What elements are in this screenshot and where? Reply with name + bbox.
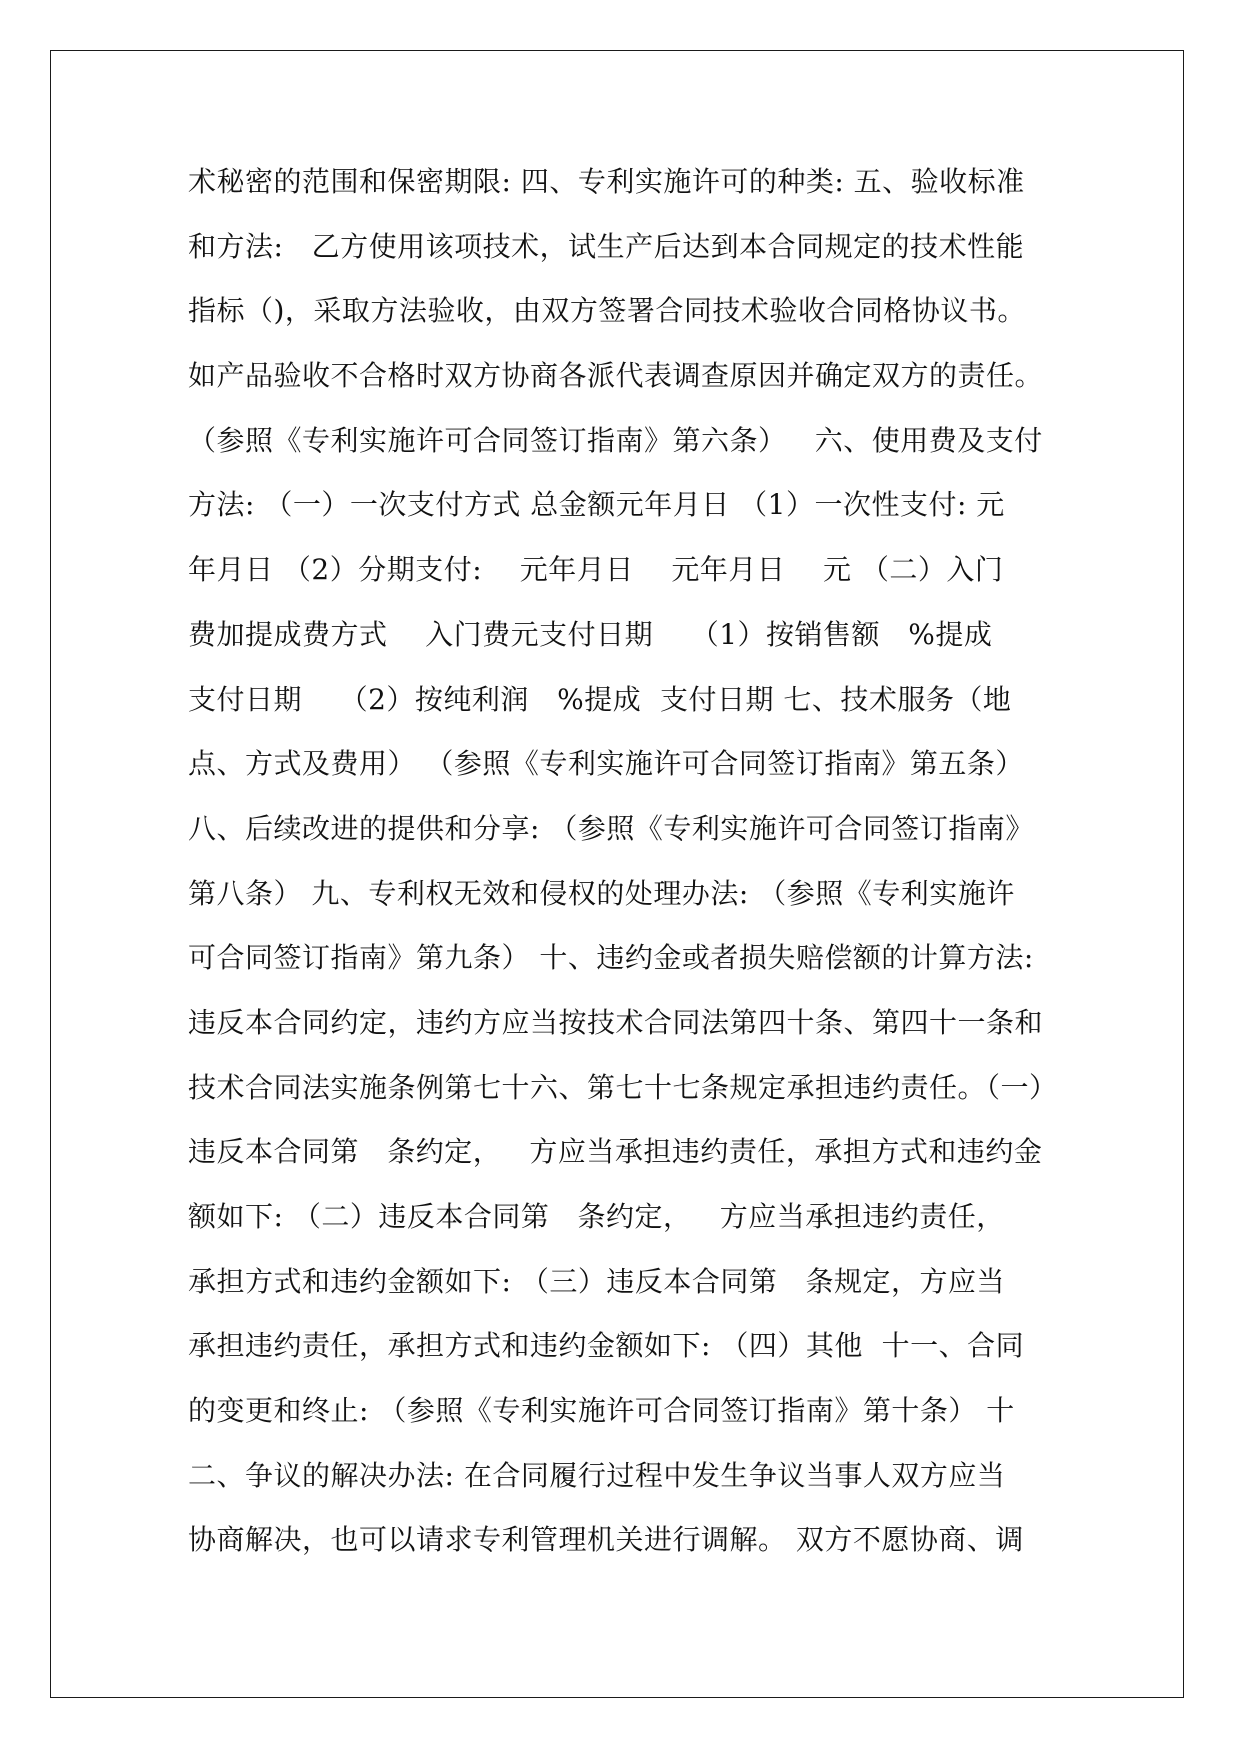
text-line: 技术合同法实施条例第七十六、第七十七条规定承担违约责任。（一） bbox=[188, 1070, 1058, 1104]
text-line: 的变更和终止: （参照《专利实施许可合同签订指南》第十条） 十 bbox=[188, 1394, 1015, 1428]
text-line: 点、方式及费用） （参照《专利实施许可合同签订指南》第五条） bbox=[188, 747, 1024, 781]
text-line: （参照《专利实施许可合同签订指南》第六条） 六、使用费及支付 bbox=[188, 423, 1043, 457]
text-line: 八、后续改进的提供和分享: （参照《专利实施许可合同签订指南》 bbox=[188, 811, 1034, 845]
text-line: 违反本合同第 条约定， 方应当承担违约责任，承担方式和违约金 bbox=[188, 1135, 1043, 1169]
text-line: 术秘密的范围和保密期限: 四、专利实施许可的种类: 五、验收标准 bbox=[188, 165, 1025, 198]
text-line: 违反本合同约定，违约方应当按技术合同法第四十条、第四十一条和 bbox=[188, 1005, 1044, 1039]
text-line: 第八条） 九、专利权无效和侵权的处理办法: （参照《专利实施许 bbox=[188, 876, 1015, 910]
text-line: 指标（)，采取方法验收，由双方签署合同技术验收合同格协议书。 bbox=[188, 294, 1026, 328]
document-body bbox=[188, 150, 1088, 1573]
text-line: 年月日 （2）分期支付: 元年月日 元年月日 元 （二）入门 bbox=[188, 553, 1004, 587]
text-line: 承担违约责任，承担方式和违约金额如下: （四）其他 十一、合同 bbox=[188, 1329, 1025, 1363]
text-line: 承担方式和违约金额如下: （三）违反本合同第 条规定，方应当 bbox=[188, 1264, 1006, 1298]
text-line: 方法: （一）一次支付方式 总金额元年月日 （1）一次性支付: 元 bbox=[188, 488, 1005, 522]
text-line: 额如下: （二）违反本合同第 条约定， 方应当承担违约责任， bbox=[188, 1200, 1005, 1233]
text-line: 可合同签订指南》第九条） 十、违约金或者损失赔偿额的计算方法: bbox=[188, 941, 1034, 975]
text-line: 和方法: 乙方使用该项技术，试生产后达到本合同规定的技术性能 bbox=[188, 229, 1025, 263]
text-line: 协商解决，也可以请求专利管理机关进行调解。 双方不愿协商、调 bbox=[188, 1523, 1024, 1557]
text-line: 支付日期 （2）按纯利润 %提成 支付日期 七、技术服务（地 bbox=[188, 682, 1012, 716]
text-line: 如产品验收不合格时双方协商各派代表调查原因并确定双方的责任。 bbox=[188, 359, 1044, 393]
text-line: 二、争议的解决办法: 在合同履行过程中发生争议当事人双方应当 bbox=[188, 1458, 1006, 1492]
text-line: 费加提成费方式 入门费元支付日期 （1）按销售额 %提成 bbox=[188, 617, 993, 651]
